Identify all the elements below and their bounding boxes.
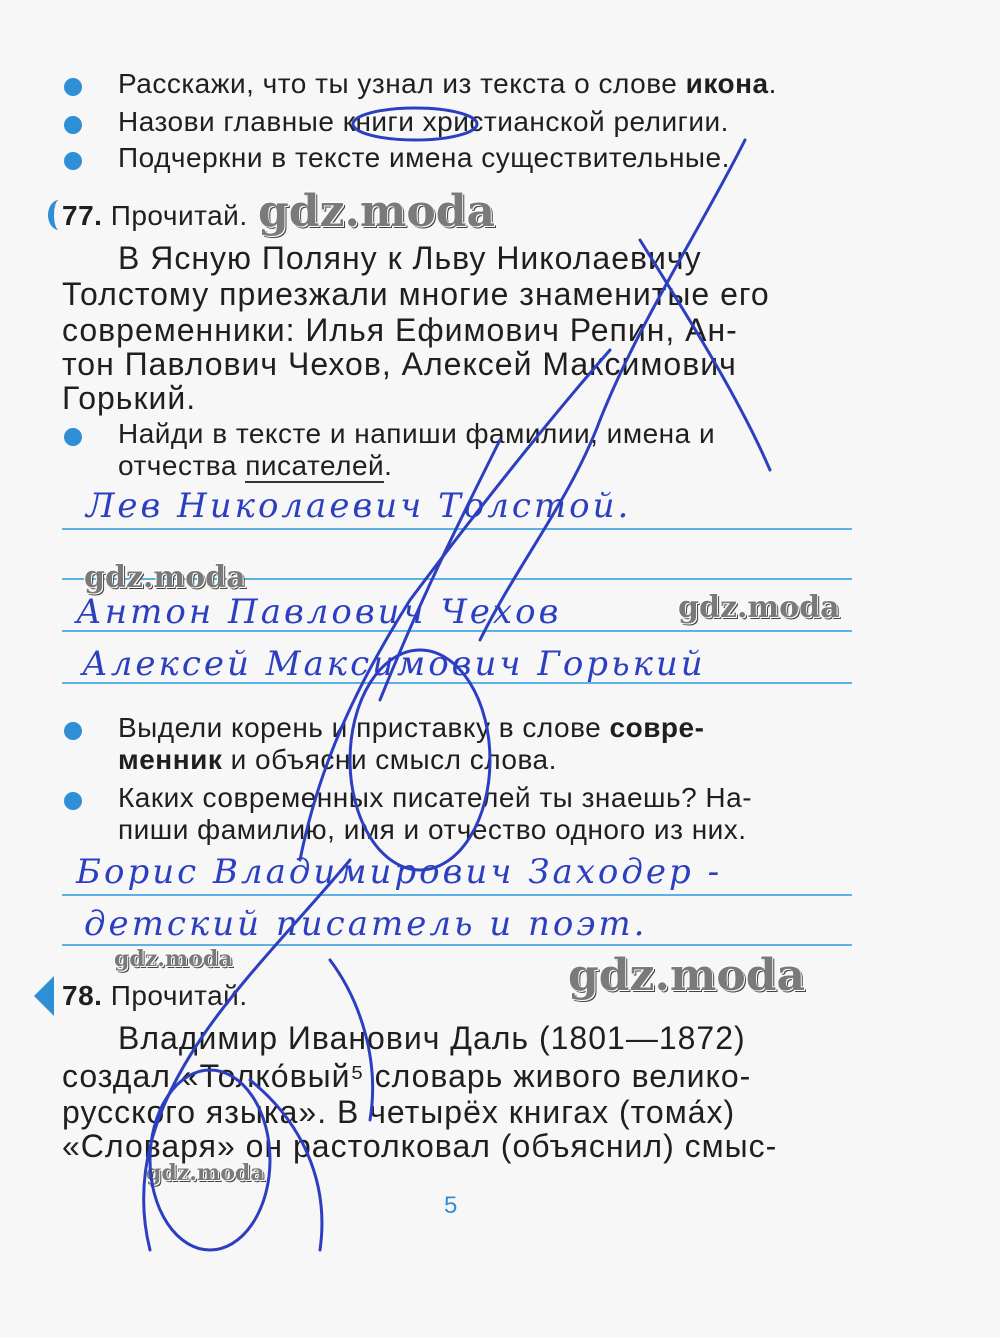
pen-stroke — [640, 240, 770, 470]
task-text: . — [768, 68, 777, 99]
watermark: gdz.moda — [568, 950, 806, 1001]
task-find-text: Найди в тексте и напиши фамилии, имена и — [118, 418, 716, 449]
reading-line: тон Павлович Чехов, Алексей Максимович — [62, 346, 737, 382]
task-text: Расскажи, что ты узнал из текста о слове — [118, 68, 686, 99]
reading-line: В Ясную Поляну к Льву Николаевичу — [118, 240, 702, 276]
exercise-number: 77. — [62, 200, 103, 231]
handwritten-answer: детский писатель и поэт. — [84, 904, 648, 944]
task-modern-writers: Каких современных писателей ты знаешь? На- — [118, 782, 753, 813]
task-bold-word: менник — [118, 744, 223, 775]
task-bold-word: икона — [685, 68, 769, 99]
reading-line: «Словаря» он растолковал (объяснил) смыс- — [62, 1128, 778, 1164]
task-text: Выдели корень и приставку в слове — [118, 712, 610, 743]
reading-line: современники: Илья Ефимович Репин, Ан- — [62, 312, 738, 348]
underlined-word: писателей — [245, 450, 385, 481]
pen-stroke — [480, 140, 745, 640]
pen-stroke — [330, 960, 373, 1120]
task-text: отчества — [118, 450, 246, 481]
handwritten-answer: Алексей Максимович Горький — [82, 644, 706, 684]
pen-stroke — [300, 350, 610, 860]
watermark: gdz.moda — [678, 590, 840, 625]
reading-line: создал «Толко́вый⁵ словарь живого велико- — [62, 1058, 752, 1094]
task-underline-nouns: Подчеркни в тексте имена существительные. — [118, 142, 730, 173]
watermark: gdz.moda — [258, 186, 496, 237]
pen-stroke — [250, 1080, 322, 1250]
task-bold-word: совре- — [609, 712, 705, 743]
watermark: gdz.moda — [146, 1160, 265, 1186]
exercise-instruction: Прочитай. — [110, 200, 248, 231]
task-text: . — [384, 450, 393, 481]
reading-line: русского языка». В четырёх книгах (тома́х) — [62, 1094, 736, 1130]
pen-stroke — [380, 440, 500, 700]
page-number: 5 — [444, 1192, 458, 1219]
circled-word-mark — [353, 108, 477, 140]
task-name-books: Назови главные книги христианской религии. — [118, 106, 729, 137]
watermark: gdz.moda — [84, 560, 246, 595]
exercise-number: 78. — [62, 980, 103, 1011]
pen-loop — [150, 1070, 270, 1250]
reading-line: Толстому приезжали многие знаменитые его — [62, 276, 770, 312]
reading-line: Владимир Иванович Даль (1801—1872) — [118, 1020, 746, 1056]
handwritten-answer: Борис Владимирович Заходер - — [76, 852, 723, 892]
task-text: и объясни смысл слова. — [222, 744, 557, 775]
watermark: gdz.moda — [114, 946, 233, 972]
task-modern-writers-2: пиши фамилию, имя и отчество одного из них. — [118, 814, 747, 845]
reading-line: Горький. — [62, 380, 197, 416]
handwritten-answer: Антон Павлович Чехов — [76, 592, 562, 632]
handwritten-answer: Лев Николаевич Толстой. — [86, 486, 632, 526]
pen-loop — [350, 650, 490, 870]
exercise-instruction: Прочитай. — [110, 980, 248, 1011]
